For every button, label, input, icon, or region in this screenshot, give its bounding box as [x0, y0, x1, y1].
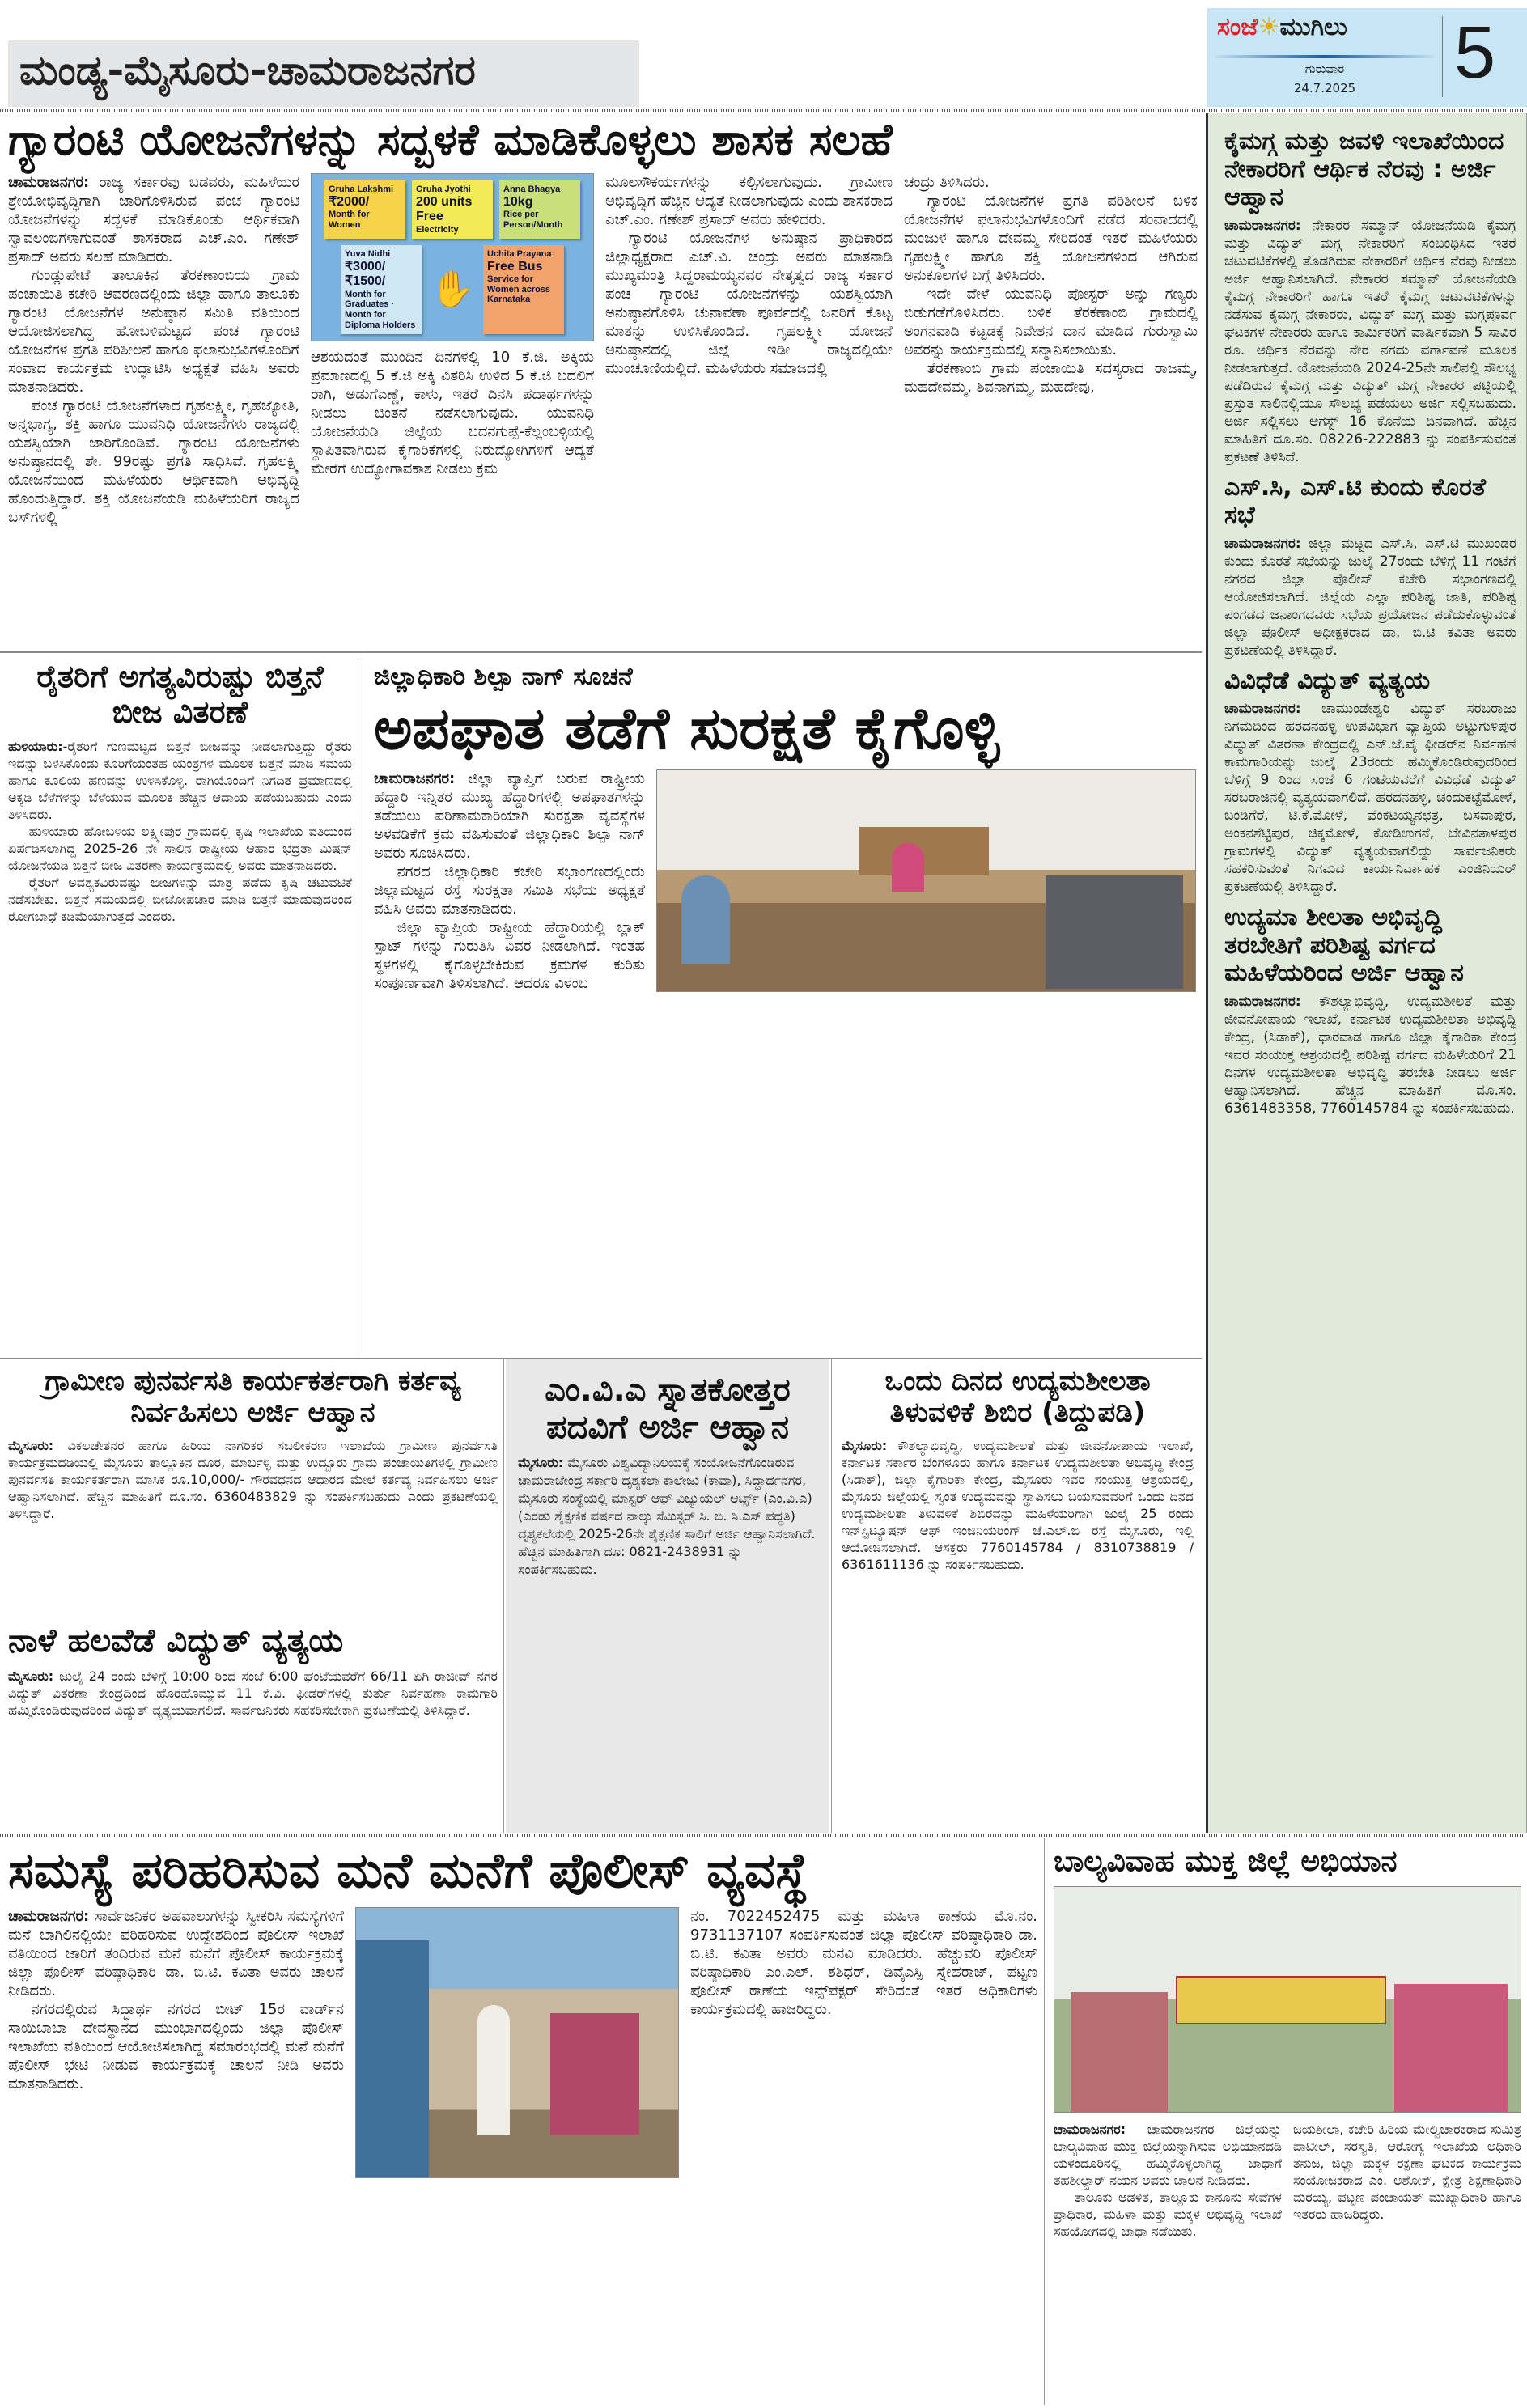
workshop-body [842, 1437, 1194, 1829]
paragraph: ವಿಕಲಚೇತನರ ಹಾಗೂ ಹಿರಿಯ ನಾಗರಿಕರ ಸಬಲೀಕರಣ ಇಲಾಖೆಯ ಗ್ರಾಮೀಣ ಪುನರ್ವಸತಿ ಕಾರ್ಯಕ್ರಮದಡಿಯಲ್ಲಿ ಮೈಸೂರು ತಾಲ್ಲೂಕಿನ ದೂರ, ಮಾರ್ಬಳ್ಳಿ ಮತ್ತು ಉದ್ಬೂರು ಗ್ರಾಮ ಪಂಚಾಯಿತಿಗಳಲ್ಲಿ ಗ್ರಾಮೀಣ ಪುನರ್ವಸತಿ ಕಾರ್ಯಕರ್ತರಾಗಿ ಮಾಸಿಕ ರೂ.10,000/- ಗೌರವಧನದ ಆಧಾರದ ಮೇಲೆ ಕರ್ತವ್ಯ ನಿರ್ವಹಿಸಲು ಅರ್ಜಿ ಆಹ್ವಾನಿಸಲಾಗಿದೆ. ಹೆಚ್ಚಿನ ಮಾಹಿತಿಗೆ ದೂ.ಸಂ. 6360483829 ನ್ನು ಸಂಪರ್ಕಿಸಬಹುದು ಎಂದು ಪ್ರಕಟಣೆಯಲ್ಲಿ ತಿಳಿಸಿದ್ದಾರೆ. [8, 1438, 498, 1522]
sidebar-story-body [1224, 993, 1516, 1117]
police-article [8, 1843, 1037, 2403]
rural-rehab-body [8, 1437, 498, 1617]
paragraph: ಜಿಲ್ಲಾ ಮಟ್ಟದ ಎಸ್.ಸಿ, ಎಸ್.ಟಿ ಮುಖಂಡರ ಕುಂದು ಕೊರತೆ ಸಭೆಯನ್ನು ಜುಲೈ 27ರಂದು ಬೆಳಿಗ್ಗೆ 11 ಗಂಟೆಗೆ ನಗರದ ಜಿಲ್ಲಾ ಪೊಲೀಸ್ ಕಚೇರಿ ಸಭಾಂಗಣದಲ್ಲಿ ಆಯೋಜಿಸಲಾಗಿದೆ. ಜಿಲ್ಲೆಯ ಎಲ್ಲಾ ಪರಿಶಿಷ್ಟ ಜಾತಿ, ಪರಿಶಿಷ್ಟ ಪಂಗಡದ ಜನಾಂಗದವರು ಸಭೆಯ ಪ್ರಯೋಜನ ಪಡೆದುಕೊಳ್ಳುವಂತೆ ಜಿಲ್ಲಾ ಪೊಲೀಸ್ ಅಧೀಕ್ಷಕರಾದ ಡಾ. ಬಿ.ಟಿ ಕವಿತಾ ಅವರು ಪ್ರಕಟಣೆಯಲ್ಲಿ ತಿಳಿಸಿದ್ದಾರೆ. [1224, 535, 1516, 659]
seeds-headline: ರೈತರಿಗೆ ಅಗತ್ಯವಿರುಷ್ಟು ಬಿತ್ತನೆ ಬೀಜ ವಿತರಣೆ [36, 659, 324, 730]
card-anna-bhagya: Anna Bhagya 10kg Rice per Person/Month [499, 180, 580, 239]
lead-columns [8, 173, 1198, 647]
paragraph: ನೇಕಾರರ ಸಮ್ಮಾನ್ ಯೋಜನೆಯಡಿ ಕೈಮಗ್ಗ ಮತ್ತು ವಿದ್ಯುತ್ ಮಗ್ಗ ನೇಕಾರರಿಗೆ ಸಂಬಂಧಿಸಿದ ಇತರೆ ಚಟುವಟಿಕೆಗಳಲ್ಲಿ ತೊಡಗಿರುವ ನೇಕಾರರಿಗೆ ಆರ್ಥಿಕ ನೆರವು ನೀಡಲು ಅರ್ಜಿ ಆಹ್ವಾನಿಸಲಾಗಿದೆ. ನೇಕಾರರ ಸಮ್ಮಾನ್ ಯೋಜನೆಯಡಿ ಕೈಮಗ್ಗ ನೇಕಾರರಿಗೆ ಹಾಗೂ ಇತರೆ ಕೈಮಗ್ಗ ಚಟುವಟಿಕೆಗಳನ್ನು ನಡೆಸುವ ಕೈಮಗ್ಗ ನೇಕಾರರು, ವಿದ್ಯುತ್ ಮಗ್ಗ ಮತ್ತು ಮಗ್ಗಪೂರ್ವ ಘಟಕಗಳ ನೇಕಾರರು ಹಾಗೂ ಕಾರ್ಮಿಕರಿಗೆ ವಾರ್ಷಿಕವಾಗಿ 5 ಸಾವಿರ ರೂ. ಆರ್ಥಿಕ ನೆರವನ್ನು ನೇರ ನಗದು ವರ್ಗಾವಣೆ ಮೂಲಕ ನೀಡಲಾಗುತ್ತದೆ. ಯೋಜನೆಯಡಿ 2024-25ನೇ ಸಾಲಿನಲ್ಲಿ ಸೌಲಭ್ಯ ಪಡೆದಿರುವ ಕೈಮಗ್ಗ ಮತ್ತು ವಿದ್ಯುತ್ ಮಗ್ಗ ನೇಕಾರರ ಪಟ್ಟಿಯಲ್ಲಿ ಪ್ರಸ್ತುತ ಸಾಲಿನಲ್ಲಿಯೂ ಸೌಲಭ್ಯ ಪಡೆಯಲು ಅರ್ಜಿ ಸಲ್ಲಿಸಬಹುದು. ಅರ್ಜಿ ಸಲ್ಲಿಸಲು ಆಗಸ್ಟ್ 16 ಕೊನೆಯ ದಿನವಾಗಿದೆ. ಹೆಚ್ಚಿನ ಮಾಹಿತಿಗೆ ದೂ.ಸಂ. 08226-222883 ನ್ನು ಸಂಪರ್ಕಿಸುವಂತೆ ಪ್ರಕಟಣೆ ತಿಳಿಸಿದೆ. [1224, 217, 1516, 465]
mva-body [518, 1454, 817, 1825]
paragraph: ಜಿಲ್ಲಾ ವ್ಯಾಪ್ತಿಯ ರಾಷ್ಟ್ರೀಯ ಹೆದ್ದಾರಿಯಲ್ಲಿ ಬ್ಲಾಕ್ ಸ್ಪಾಟ್ ಗಳನ್ನು ಗುರುತಿಸಿ ವಿವರ ನೀಡಲಾಗಿದೆ. ಇಂತಹ ಸ್ಥಳಗಳಲ್ಲಿ ಕೈಗೊಳ್ಳಬೇಕಿರುವ ಕ್ರಮಗಳ ಕುರಿತು ಸಂಪೂರ್ಣವಾಗಿ ತಿಳಿಸಲಾಗಿದೆ. ಆದರೂ ವಿಳಂಬ [374, 919, 645, 993]
dateline: ಚಾಮರಾಜನಗರ: [1224, 993, 1301, 1010]
sidebar-story-body [1224, 700, 1516, 896]
workshop-headline: ಒಂದು ದಿನದ ಉದ್ಯಮಶೀಲತಾ ತಿಳುವಳಿಕೆ ಶಿಬಿರ (ತಿದ್ದುಪಡಿ) [884, 1366, 1151, 1430]
paragraph: ಮೂಲಸೌಕರ್ಯಗಳನ್ನು ಕಲ್ಪಿಸಲಾಗುವುದು. ಗ್ರಾಮೀಣ ಅಭಿವೃದ್ಧಿಗೆ ಹೆಚ್ಚಿನ ಆದ್ಯತೆ ನೀಡಲಾಗುವುದು ಎಂದು ಶಾಸಕರಾದ ಎಚ್.ಎಂ. ಗಣೇಶ್ ಪ್ರಸಾದ್ ಅವರು ಹೇಳಿದರು. [605, 174, 893, 229]
paragraph: ಜಿಲ್ಲಾ ವ್ಯಾಪ್ತಿಗೆ ಬರುವ ರಾಷ್ಟ್ರೀಯ ಹೆದ್ದಾರಿ ಇನ್ನಿತರ ಮುಖ್ಯ ಹೆದ್ದಾರಿಗಳಲ್ಲಿ ಅಪಘಾತಗಳನ್ನು ತಡೆಯಲು ಪರಿಣಾಮಕಾರಿಯಾಗಿ ಸುರಕ್ಷತಾ ವ್ಯವಸ್ಥೆಗಳ ಅಳವಡಿಕೆಗೆ ಕ್ರಮ ವಹಿಸುವಂತೆ ಜಿಲ್ಲಾಧಿಕಾರಿ ಶಿಲ್ಪಾ ನಾಗ್ ಅವರು ಸೂಚಿಸಿದರು. [374, 770, 645, 863]
paragraph: ಜಯಶೀಲಾ, ಕಚೇರಿ ಹಿರಿಯ ಮೇಲ್ವಿಚಾರಕರಾದ ಸುಮಿತ್ರ ಪಾಟೀಲ್, ಸರಸ್ವತಿ, ಆರೋಗ್ಯ ಇಲಾಖೆಯ ಅಧಿಕಾರಿ ತನುಜ, ಜಿಲ್ಲಾ ಮಕ್ಕಳ ರಕ್ಷಣಾ ಘಟಕದ ಕಾರ್ಯಕ್ರಮ ಸಂಯೋಜಕರಾದ ಎಂ. ಅಶೋಕ್, ಕ್ಷೇತ್ರ ಶಿಕ್ಷಣಾಧಿಕಾರಿ ಮರಯ್ಯ, ಪಟ್ಟಣ ಪಂಚಾಯತ್ ಮುಖ್ಯಾಧಿಕಾರಿ ಹಾಗೂ ಇತರರು ಹಾಜರಿದ್ದರು. [1293, 2122, 1521, 2223]
section-title: ಮಂಡ್ಯ-ಮೈಸೂರು-ಚಾಮರಾಜನಗರ [8, 40, 639, 107]
lead-col3 [605, 173, 893, 647]
divider [503, 1359, 504, 1833]
accident-columns [374, 769, 1196, 1354]
page-number: 5 [1454, 11, 1496, 94]
people-group-shape [1046, 875, 1183, 989]
mva-article [518, 1371, 817, 1825]
logo-part1: ಸಂಜೆ [1217, 13, 1258, 41]
rural-rehab-article [8, 1366, 498, 1617]
lead-article [8, 115, 1198, 647]
table-shape [859, 827, 989, 875]
paragraph: -ರೈತರಿಗೆ ಗುಣಮಟ್ಟದ ಬಿತ್ತನೆ ಬೀಜವನ್ನು ನೀಡಲಾಗುತ್ತಿದ್ದು ರೈತರು ಇದನ್ನು ಬಳಸಿಕೊಂಡು ಕೂರಿಗೆಯಂತಹ ಯಂತ್ರಗಳ ಮೂಲಕ ಬಿತ್ತನೆ ಮಾಡಿ ಸಮಯ ಹಾಗೂ ಕೂಲಿಯ ಹಣವನ್ನು ಉಳಿಸಿಕೊಳ್ಳಿ. ರಾಗಿಯೊಂದಿಗೆ ನಿಗದಿತ ಪ್ರಮಾಣದಲ್ಲಿ ಅಕ್ಕಡಿ ಬೆಳೆಗಳನ್ನು ಬೆಳೆಯುವ ಮೂಲಕ ಹೆಚ್ಚಿನ ಆದಾಯ ಪಡೆಯಬಹುದು ಎಂದು ತಿಳಿಸಿದರು. [8, 739, 352, 823]
dateline: ಮೈಸೂರು: [8, 1438, 54, 1454]
lead-headline: ಗ್ಯಾರಂಟಿ ಯೋಜನೆಗಳನ್ನು ಸದ್ಬಳಕೆ ಮಾಡಿಕೊಳ್ಳಲು ಶಾಸಕ ಸಲಹೆ [8, 115, 893, 165]
paragraph: ಇದೇ ವೇಳೆ ಯುವನಿಧಿ ಪೋಸ್ಟರ್ ಅನ್ನು ಗಣ್ಯರು ಬಿಡುಗಡೆಗೊಳಿಸಿದರು. ಬಳಿಕ ತೆರಕಣಾಂಬಿ ಗ್ರಾಮದಲ್ಲಿ ಅಂಗನವಾಡಿ ಕಟ್ಟಡಕ್ಕೆ ನಿವೇಶನ ದಾನ ಮಾಡಿದ ಗುರುಸ್ವಾಮಿ ಅವರನ್ನು ಕಾರ್ಯಕ್ರಮದಲ್ಲಿ ಸನ್ಮಾನಿಸಲಾಯಿತು. [904, 286, 1198, 359]
door-to-door-police-photo [355, 1907, 679, 2178]
logo-part2: ಮುಗಿಲು [1279, 13, 1347, 41]
divider [831, 1359, 832, 1833]
lead-col1 [8, 173, 299, 647]
power-cut-body [8, 1668, 498, 1829]
divider [0, 651, 1202, 653]
paragraph: ಗ್ಯಾರಂಟಿ ಯೋಜನೆಗಳ ಅನುಷ್ಠಾನ ಪ್ರಾಧಿಕಾರದ ಜಿಲ್ಲಾಧ್ಯಕ್ಷರಾದ ಎಚ್.ವಿ. ಚಂದ್ರು ಅವರು ಮಾತನಾಡಿ ಮುಖ್ಯಮಂತ್ರಿ ಸಿದ್ದರಾಮಯ್ಯನವರ ನೇತೃತ್ವದ ರಾಜ್ಯ ಸರ್ಕಾರ ಪಂಚ ಗ್ಯಾರಂಟಿ ಯೋಜನೆಗಳನ್ನು ಯಶಸ್ವಿಯಾಗಿ ಅನುಷ್ಠಾನಗೊಳಿಸಿ ಚುನಾವಣಾ ಪೂರ್ವದಲ್ಲಿ ಜನರಿಗೆ ಕೊಟ್ಟ ಮಾತನ್ನು ಉಳಿಸಿಕೊಂಡಿದೆ. ಗೃಹಲಕ್ಷ್ಮೀ ಯೋಜನೆ ಅನುಷ್ಠಾನದಲ್ಲಿ ಜಿಲ್ಲೆ ಇಡೀ ರಾಜ್ಯದಲ್ಲಿಯೇ ಮುಂಚೂಣಿಯಲ್ಲಿದೆ. ಮಹಿಳೆಯರು ಸಮಾಜದಲ್ಲಿ [605, 230, 893, 378]
newspaper-logo [1217, 13, 1347, 41]
child-marriage-col2 [1293, 2121, 1521, 2403]
paragraph: ಮೈಸೂರು ವಿಶ್ವವಿದ್ಯಾನಿಲಯಕ್ಕೆ ಸಂಯೋಜನೆಗೊಂಡಿರುವ ಚಾಮರಾಜೇಂದ್ರ ಸರ್ಕಾರಿ ದೃಶ್ಯಕಲಾ ಕಾಲೇಜು (ಕಾವಾ), ಸಿದ್ಧಾರ್ಥನಗರ, ಮೈಸೂರು ಸಂಸ್ಥೆಯಲ್ಲಿ ಮಾಸ್ಟರ್ ಆಫ್ ವಿಜ್ಯುಯಲ್ ಆರ್ಟ್ಸ್ (ಎಂ.ವಿ.ಎ) (ಎರಡು ಶೈಕ್ಷಣಿಕ ವರ್ಷದ ನಾಲ್ಕು ಸೆಮಿಸ್ಟರ್ ಸಿ. ಬಿ. ಸಿ.ಎಸ್ ಪದ್ಧತಿ) ದೃಶ್ಯಕಲೆಯಲ್ಲಿ 2025-26ನೇ ಶೈಕ್ಷಣಿಕ ಸಾಲಿಗೆ ಅರ್ಜಿ ಆಹ್ವಾನಿಸಲಾಗಿದೆ. ಹೆಚ್ಚಿನ ಮಾಹಿತಿಗಾಗಿ ದೂ: 0821-2438931 ನ್ನು ಸಂಪರ್ಕಿಸಬಹುದು. [518, 1455, 816, 1577]
meeting-photo [656, 769, 1196, 992]
right-sidebar [1206, 113, 1527, 1833]
police-headline: ಸಮಸ್ಯೆ ಪರಿಹರಿಸುವ ಮನೆ ಮನೆಗೆ ಪೊಲೀಸ್ ವ್ಯವಸ್ಥೆ [8, 1843, 808, 1899]
people-group-shape [1071, 1992, 1168, 2113]
people-group-shape [1394, 1984, 1508, 2113]
paragraph: ಹುಳಿಯಾರು ಹೋಬಳಿಯ ಲಕ್ಷ್ಮೀಪುರ ಗ್ರಾಮದಲ್ಲಿ ಕೃಷಿ ಇಲಾಖೆಯ ವತಿಯಿಂದ ಏರ್ಪಡಿಸಲಾಗಿದ್ದ 2025-26 ನೇ ಸಾಲಿನ ರಾಷ್ಟ್ರೀಯ ಆಹಾರ ಭದ್ರತಾ ಮಿಷನ್ ಯೋಜನೆಯಡಿ ಬಿತ್ತನೆ ಬೀಜ ವಿತರಣಾ ಕಾರ್ಯಕ್ರಮದಲ್ಲಿ ಅವರು ಮಾತನಾಡಿದರು. [8, 824, 352, 874]
house-wall-shape [356, 1940, 429, 2178]
paragraph: ಜುಲೈ 24 ರಂದು ಬೆಳಿಗ್ಗೆ 10:00 ರಿಂದ ಸಂಜೆ 6:00 ಘಂಟೆಯವರೆಗೆ 66/11 ಏಗಿ ರಾಜೀವ್ ನಗರ ವಿದ್ಯುತ್ ವಿತರಣಾ ಕೇಂದ್ರದಿಂದ ಹೊರಹೊಮ್ಮುವ 11 ಕೆ.ವಿ. ಫೀಡರ್‌ಗಳಲ್ಲಿ ತುರ್ತು ನಿರ್ವಹಣಾ ಕಾಮಗಾರಿ ಹಮ್ಮಿಕೊಂಡಿರುವುದರಿಂದ ವಿದ್ಯುತ್ ವ್ಯತ್ಯಯವಾಗಲಿದೆ. ಸಾರ್ವಜನಿಕರು ಸಹಕರಿಸಬೇಕಾಗಿ ಪ್ರಕಟಣೆಯಲ್ಲಿ ತಿಳಿಸಿದ್ದಾರೆ. [8, 1668, 498, 1718]
card-yuva-nidhi: Yuva Nidhi ₹3000/ ₹1500/ Month for Graduates · Month for Diploma Holders [341, 245, 422, 334]
dateline: ಮೈಸೂರು: [8, 1668, 54, 1684]
seeds-body [8, 738, 352, 1354]
dateline: ಚಾಮರಾಜನಗರ: [1224, 217, 1301, 234]
accident-article [374, 663, 1196, 1354]
paragraph: ಚಂದ್ರು ತಿಳಿಸಿದರು. [904, 174, 990, 192]
paragraph: ನಂ. 7022452475 ಮತ್ತು ಮಹಿಳಾ ಠಾಣೆಯ ಮೊ.ನಂ. 9731137107 ಸಂಪರ್ಕಿಸುವಂತೆ ಜಿಲ್ಲಾ ಪೊಲೀಸ್ ವರಿಷ್ಠಾಧಿಕಾರಿ ಡಾ. ಬಿ.ಟಿ. ಕವಿತಾ ಅವರು ಮನವಿ ಮಾಡಿದರು. ಹೆಚ್ಚುವರಿ ಪೊಲೀಸ್ ವರಿಷ್ಠಾಧಿಕಾರಿ ಎಂ.ಎಲ್. ಶಶಿಧರ್, ಡಿವೈಎಸ್ಪಿ ಸ್ನೇಹರಾಜ್, ಪಟ್ಟಣ ಪೊಲೀಸ್ ಠಾಣೆಯ ಇನ್ಸ್‌ಪೆಕ್ಟರ್ ಸೇರಿದಂತೆ ಇತರೆ ಅಧಿಕಾರಿಗಳು ಕಾರ್ಯಕ್ರಮದಲ್ಲಿ ಹಾಜರಿದ್ದರು. [690, 1908, 1037, 2018]
mva-headline: ಎಂ.ವಿ.ಎ ಸ್ನಾತಕೋತ್ತರ ಪದವಿಗೆ ಅರ್ಜಿ ಆಹ್ವಾನ [545, 1371, 791, 1446]
dateline: ಚಾಮರಾಜನಗರ: [374, 770, 456, 788]
seeds-article [8, 659, 352, 1354]
paragraph: ಕೌಶಲ್ಯಾಭಿವೃದ್ಧಿ, ಉದ್ಯಮಶೀಲತೆ ಮತ್ತು ಜೀವನೋಪಾಯ ಇಲಾಖೆ, ಕರ್ನಾಟಕ ಉದ್ಯಮಶೀಲತಾ ಅಭಿವೃದ್ಧಿ ಕೇಂದ್ರ, (ಸಿಡಾಕ್), ಧಾರವಾಡ ಹಾಗೂ ಜಿಲ್ಲಾ ಕೈಗಾರಿಕಾ ಕೇಂದ್ರ ಇವರ ಸಂಯುಕ್ತ ಆಶ್ರಯದಲ್ಲಿ ಪರಿಶಿಷ್ಟ ವರ್ಗದ ಮಹಿಳೆಯರಿಗೆ 21 ದಿನಗಳ ಉದ್ಯಮಶೀಲತಾ ಅಭಿವೃದ್ಧಿ ತರಬೇತಿ ನೀಡಲು ಅರ್ಜಿ ಆಹ್ವಾನಿಸಲಾಗಿದೆ. ಹೆಚ್ಚಿನ ಮಾಹಿತಿಗೆ ಮೊ.ಸಂ. 6361483358, 7760145784 ನ್ನು ಸಂಪರ್ಕಿಸಬಹುದು. [1224, 993, 1516, 1117]
paragraph: ತಾಲೂಕು ಆಡಳಿತ, ತಾಲ್ಲೂಕು ಕಾನೂನು ಸೇವೆಗಳ ಪ್ರಾಧಿಕಾರ, ಮಹಿಳಾ ಮತ್ತು ಮಕ್ಕಳ ಅಭಿವೃದ್ಧಿ ಇಲಾಖೆ ಸಹಯೋಗದಲ್ಲಿ ಜಾಥಾ ನಡೆಯಿತು. [1054, 2190, 1282, 2240]
paragraph: ಚಾಮುಂಡೇಶ್ವರಿ ವಿದ್ಯುತ್ ಸರಬರಾಜು ನಿಗಮದಿಂದ ಹರದನಹಳ್ಳಿ ಉಪವಿಭಾಗ ವ್ಯಾಪ್ತಿಯ ಅಟ್ಟುಗುಳಿಪುರ ವಿದ್ಯುತ್ ವಿತರಣಾ ಕೇಂದ್ರದಲ್ಲಿ ಎನ್.ಜೆ.ವೈ ಫೀಡರ್‌ನ ನಿರ್ವಹಣೆ ಕಾಮಗಾರಿಯನ್ನು ಜುಲೈ 23ರಂದು ಹಮ್ಮಿಕೊಂಡಿರುವುದರಿಂದ ಬೆಳಿಗ್ಗೆ 9 ರಿಂದ ಸಂಜೆ 6 ಗಂಟೆಯವರೆಗೆ ವಿವಿಧೆಡೆ ವಿದ್ಯುತ್ ಸರಬರಾಜಿನಲ್ಲಿ ವ್ಯತ್ಯಯವಾಗಲಿದೆ. ಹರದನಹಳ್ಳಿ, ಚಂದುಕಟ್ಟೆಮೋಳೆ, ಬಂಡಿಗೆರೆ, ಟಿ.ಕೆ.ಮೋಳೆ, ವೆಂಕಟಯ್ಯನಛತ್ರ, ಬಸವಾಪುರ, ಅಂಕನಶೆಟ್ಟಿಪುರ, ಚಿಕ್ಕಮೋಳೆ, ಕೋಡಿಉಗನೆ, ಬೇವಿನತಾಳಪುರ ಗ್ರಾಮಗಳಲ್ಲಿ ವಿದ್ಯುತ್ ವ್ಯತ್ಯಯವಾಗಲಿದ್ದು ಸಾರ್ವಜನಿಕರು ಸಹಕರಿಸುವಂತೆ ನಿಗಮದ ಕಾರ್ಯನಿರ್ವಾಹಕ ಎಂಜಿನಿಯರ್ ಪ್ರಕಟಣೆಯಲ್ಲಿ ತಿಳಿಸಿದ್ದಾರೆ. [1224, 701, 1516, 895]
issue-date: 24.7.2025 [1293, 81, 1356, 95]
sun-icon: ☀ [1258, 13, 1280, 41]
dateline: ಮೈಸೂರು: [842, 1438, 888, 1454]
masthead-logo-box [1207, 8, 1527, 107]
power-cut-article [8, 1622, 498, 1829]
sidebar-headline: ಎಸ್.ಸಿ, ಎಸ್.ಟಿ ಕುಂದು ಕೊರತೆ ಸಭೆ [1224, 473, 1486, 529]
police-col3 [690, 1907, 1037, 2403]
paragraph: ಗ್ಯಾರಂಟಿ ಯೋಜನೆಗಳ ಪ್ರಗತಿ ಪರಿಶೀಲನೆ ಬಳಿಕ ಯೋಜನೆಗಳ ಫಲಾನುಭವಿಗಳೊಂದಿಗೆ ನಡೆದ ಸಂವಾದದಲ್ಲಿ ಮಂಜುಳ ಹಾಗೂ ದೇವಮ್ಮ ಸೇರಿದಂತೆ ಇತರೆ ಮಹಿಳೆಯರು ಗೃಹಲಕ್ಷ್ಮೀ ಹಾಗೂ ಶಕ್ತಿ ಯೋಜನೆಗಳಿಂದ ಆಗಿರುವ ಅನುಕೂಲಗಳ ಬಗ್ಗೆ ತಿಳಿಸಿದರು. [904, 193, 1198, 285]
child-marriage-col1 [1054, 2121, 1282, 2403]
sidebar-story-body [1224, 217, 1516, 466]
divider [1044, 1838, 1045, 2405]
police-col2-wrap [355, 1907, 679, 2403]
card-uchita-prayana: Uchita Prayana Free Bus Service for Women across Karnataka [483, 245, 564, 334]
awareness-rally-photo [1054, 1886, 1521, 2113]
dateline: ಚಾಮರಾಜನಗರ: [1224, 701, 1301, 717]
divider [1442, 16, 1443, 97]
paragraph: ನಗರದ ಜಿಲ್ಲಾಧಿಕಾರಿ ಕಚೇರಿ ಸಭಾಂಗಣದಲ್ಲಿಂದು ಜಿಲ್ಲಾಮಟ್ಟದ ರಸ್ತೆ ಸುರಕ್ಷತಾ ಸಮಿತಿ ಸಭೆಯ ಅಧ್ಯಕ್ಷತೆ ವಹಿಸಿ ಅವರು ಮಾತನಾಡಿದರು. [374, 863, 645, 918]
dateline: ಚಾಮರಾಜನಗರ: [8, 174, 90, 192]
lead-col2-wrap [311, 173, 594, 647]
police-columns [8, 1907, 1037, 2403]
workshop-article [842, 1366, 1194, 1829]
paragraph: ಗುಂಡ್ಲುಪೇಟೆ ತಾಲೂಕಿನ ತೆರಕಣಾಂಬಿಯ ಗ್ರಾಮ ಪಂಚಾಯಿತಿ ಕಚೇರಿ ಆವರಣದಲ್ಲಿಂದು ಜಿಲ್ಲಾ ಹಾಗೂ ತಾಲೂಕು ಗ್ಯಾರಂಟಿ ಯೋಜನೆಗಳ ಅನುಷ್ಠಾನ ಸಮಿತಿ ವತಿಯಿಂದ ಆಯೋಜಿಸಲಾಗಿದ್ದ ಹೋಬಳಿಮಟ್ಟದ ಪಂಚ ಗ್ಯಾರಂಟಿ ಯೋಜನೆಗಳ ಪ್ರಗತಿ ಪರಿಶೀಲನೆ ಹಾಗೂ ಫಲಾನುಭವಿಗಳೊಂದಿಗೆ ಸಂವಾದ ಕಾರ್ಯಕ್ರಮ ಉದ್ಘಾಟಿಸಿ ಅಧ್ಯಕ್ಷತೆ ವಹಿಸಿ ಅವರು ಮಾತನಾಡಿದರು. [8, 267, 299, 396]
paragraph: ತೆರಕಣಾಂಬಿ ಗ್ರಾಮ ಪಂಚಾಯಿತಿ ಸದಸ್ಯರಾದ ರಾಜಮ್ಮ, ಮಹದೇವಮ್ಮ, ಶಿವನಾಗಮ್ಮ, ಮಹದೇವು, [904, 360, 1198, 396]
paragraph: ರೈತರಿಗೆ ಅವಶ್ಯಕವಿರುವಷ್ಟು ಬೀಜಗಳನ್ನು ಮಾತ್ರ ಪಡೆದು ಕೃಷಿ ಚಟುವಟಿಕೆ ನಡೆಸಬೇಕು. ಬಿತ್ತನೆ ಸಮಯದಲ್ಲಿ ಬೀಜೋಪಚಾರ ಮಾಡಿ ಬಿತ್ತನೆ ಮಾಡುವುದರಿಂದ ರೋಗಬಾಧೆ ಕಡಿಮೆಯಾಗುತ್ತದೆ ಎಂದರು. [8, 875, 352, 925]
lead-col2 [311, 348, 594, 647]
card-gruha-lakshmi: Gruha Lakshmi ₹2000/ Month for Women [324, 180, 405, 239]
paragraph: ಪಂಚ ಗ್ಯಾರಂಟಿ ಯೋಜನೆಗಳಾದ ಗೃಹಲಕ್ಷ್ಮೀ, ಗೃಹಜ್ಯೋತಿ, ಅನ್ನಭಾಗ್ಯ, ಶಕ್ತಿ ಹಾಗೂ ಯುವನಿಧಿ ಯೋಜನೆಗಳು ರಾಜ್ಯದಲ್ಲಿ ಯಶಸ್ವಿಯಾಗಿ ಜಾರಿಗೊಂಡಿವೆ. ಗ್ಯಾರಂಟಿ ಯೋಜನೆಗಳು ಅನುಷ್ಠಾನದಲ್ಲಿ ಶೇ. 99ರಷ್ಟು ಪ್ರಗತಿ ಸಾಧಿಸಿವೆ. ಗೃಹಲಕ್ಷ್ಮಿ ಯೋಜನೆಯಿಂದ ಮಹಿಳೆಯರು ಆರ್ಥಿಕವಾಗಿ ಅಭಿವೃದ್ಧಿ ಹೊಂದುತ್ತಿದ್ದಾರೆ. ಶಕ್ತಿ ಯೋಜನೆಯಡಿ ಮಹಿಳೆಯರಿಗೆ ರಾಜ್ಯದ ಬಸ್‌ಗಳಲ್ಲಿ [8, 397, 299, 527]
guarantee-schemes-graphic [311, 173, 594, 341]
police-col2 [355, 2178, 679, 2403]
accident-headline: ಅಪಘಾತ ತಡೆಗೆ ಸುರಕ್ಷತೆ ಕೈಗೊಳ್ಳಿ [374, 693, 1000, 762]
child-marriage-headline: ಬಾಲ್ಯವಿವಾಹ ಮುಕ್ತ ಜಿಲ್ಲೆ ಅಭಿಯಾನ [1054, 1845, 1398, 1878]
sidebar-headline: ಉದ್ಯಮಾ ಶೀಲತಾ ಅಭಿವೃದ್ಧಿ ತರಬೇತಿಗೆ ಪರಿಶಿಷ್ಟ ವರ್ಗದ ಮಹಿಳೆಯರಿಂದ ಅರ್ಜಿ ಆಹ್ವಾನ [1224, 903, 1464, 987]
paragraph: ಆಶಯದಂತೆ ಮುಂದಿನ ದಿನಗಳಲ್ಲಿ 10 ಕೆ.ಜಿ. ಅಕ್ಕಿಯ ಪ್ರಮಾಣದಲ್ಲಿ 5 ಕೆ.ಜಿ ಅಕ್ಕಿ ವಿತರಿಸಿ ಉಳಿದ 5 ಕೆ.ಜಿ ಬದಲಿಗೆ ರಾಗಿ, ಅಡುಗೆಎಣ್ಣೆ, ಕಾಳು, ಇತರೆ ದಿನಸಿ ಪದಾರ್ಥಗಳನ್ನು ನೀಡಲು ಚಿಂತನೆ ನಡೆಸಲಾಗುವುದು. ಯುವನಿಧಿ ಯೋಜನೆಯಡಿ ಜಿಲ್ಲೆಯ ಬದನಗುಪ್ಪೆ-ಕೆಲ್ಲಂಬಳ್ಳಿಯಲ್ಲಿ ಸ್ಥಾಪಿತವಾಗಿರುವ ಕೈಗಾರಿಕೆಗಳಲ್ಲಿ ನಿರುದ್ಯೋಗಿಗಳಿಗೆ ಆದ್ಯತೆ ಮೇರೆಗೆ ಉದ್ಯೋಗಾವಕಾಶ ನೀಡಲು ಕ್ರಮ [311, 349, 594, 478]
issue-day: ಗುರುವಾರ [1304, 61, 1345, 76]
paragraph: ಕೌಶಲ್ಯಾಭಿವೃದ್ಧಿ, ಉದ್ಯಮಶೀಲತೆ ಮತ್ತು ಜೀವನೋಪಾಯ ಇಲಾಖೆ, ಕರ್ನಾಟಕ ಸರ್ಕಾರ ಬೆಂಗಳೂರು ಹಾಗೂ ಕರ್ನಾಟಕ ಉದ್ಯಮಶೀಲತಾ ಅಭಿವೃದ್ಧಿ ಕೇಂದ್ರ (ಸಿಡಾಕ್), ಜಿಲ್ಲಾ ಕೈಗಾರಿಕಾ ಕೇಂದ್ರ, ಮೈಸೂರು ಇವರ ಸಂಯುಕ್ತ ಆಶ್ರಯದಲ್ಲಿ, ಮೈಸೂರು ಜಿಲ್ಲೆಯಲ್ಲಿ ಸ್ವಂತ ಉದ್ಯಮವನ್ನು ಸ್ಥಾಪಿಸಲು ಬಯಸುವವರಿಗೆ ಒಂದು ದಿನದ ಉದ್ಯಮಶೀಲತಾ ತಿಳುವಳಿಕೆ ಶಿಬಿರವನ್ನು ಮಹಿಳೆಯರಿಗಾಗಿ ಜುಲೈ 25 ರಂದು ಇನ್‌ಸ್ಟಿಟ್ಯೂಷನ್ ಆಫ್ ಇಂಜಿನಿಯರಿಂಗ್ ಜೆ.ಎಲ್.ಬಿ ರಸ್ತೆ ಮೈಸೂರು, ಇಲ್ಲಿ ಆಯೋಜಿಸಲಾಗಿದೆ. ಆಸಕ್ತರು 7760145784 / 8310738819 / 6361611136 ನ್ನು ಸಂಪರ್ಕಿಸಬಹುದು. [842, 1438, 1194, 1573]
power-cut-headline: ನಾಳೆ ಹಲವೆಡೆ ವಿದ್ಯುತ್ ವ್ಯತ್ಯಯ [8, 1622, 344, 1660]
police-col1 [8, 1907, 344, 2403]
hand-symbol-icon: ✋ [430, 269, 475, 311]
logo-underline [1215, 55, 1434, 58]
dateline: ಚಾಮರಾಜನಗರ: [1224, 535, 1301, 552]
paragraph: ಚಾಮರಾಜನಗರ ಜಿಲ್ಲೆಯನ್ನು ಬಾಲ್ಯವಿವಾಹ ಮುಕ್ತ ಜಿಲ್ಲೆಯನ್ನಾಗಿಸುವ ಅಭಿಯಾನದಡಿ ಯಳಂದೂರಿನಲ್ಲಿ ಹಮ್ಮಿಕೊಳ್ಳಲಾಗಿದ್ದ ಜಾಥಾಗೆ ತಹಶೀಲ್ದಾರ್ ನಯನ ಅವರು ಚಾಲನೆ ನೀಡಿದರು. [1054, 2122, 1282, 2189]
sidebar-headline: ವಿವಿಧೆಡೆ ವಿದ್ಯುತ್ ವ್ಯತ್ಯಯ [1224, 666, 1431, 695]
sidebar-headline: ಕೈಮಗ್ಗ ಮತ್ತು ಜವಳಿ ಇಲಾಖೆಯಿಂದ ನೇಕಾರರಿಗೆ ಆರ್ಥಿಕ ನೆರವು : ಅರ್ಜಿ ಆಹ್ವಾನ [1224, 127, 1504, 211]
paragraph: ನಗರದಲ್ಲಿರುವ ಸಿದ್ಧಾರ್ಥ ನಗರದ ಬೀಟ್ 15ರ ವಾರ್ಡ್‌ನ ಸಾಯಿಬಾಬಾ ದೇವಸ್ಥಾನದ ಮುಂಭಾಗದಲ್ಲಿಂದು ಜಿಲ್ಲಾ ಪೊಲೀಸ್ ಇಲಾಖೆಯ ವತಿಯಿಂದ ಆಯೋಜಿಸಲಾಗಿದ್ದ ಸಮಾರಂಭದಲ್ಲಿ ಮನೆ ಮನೆಗೆ ಪೊಲೀಸ್ ಭೇಟಿ ನೀಡುವ ಕಾರ್ಯಕ್ರಮಕ್ಕೆ ಚಾಲನೆ ನೀಡಿ ಅವರು ಮಾತನಾಡಿದರು. [8, 2001, 344, 2092]
dateline: ಹುಳಿಯಾರು: [8, 739, 63, 755]
banner-shape [1176, 1976, 1386, 2024]
accident-col1 [374, 769, 645, 1354]
card-gruha-jyothi: Gruha Jyothi 200 units Free Electricity [412, 180, 493, 239]
sidebar-story-body [1224, 535, 1516, 659]
paragraph: ರಾಜ್ಯ ಸರ್ಕಾರವು ಬಡವರು, ಮಹಿಳೆಯರ ಶ್ರೇಯೋಭಿವೃದ್ಧಿಗಾಗಿ ಜಾರಿಗೊಳಿಸಿರುವ ಪಂಚ ಗ್ಯಾರಂಟಿ ಯೋಜನೆಗಳನ್ನು ಸದ್ಬಳಕೆ ಮಾಡಿಕೊಂಡು ಆರ್ಥಿಕವಾಗಿ ಸ್ವಾವಲಂಬಿಗಳಾಗುವಂತೆ ಶಾಸಕರಾದ ಎಚ್.ಎಂ. ಗಣೇಶ್ ಪ್ರಸಾದ್ ಅವರು ಸಲಹೆ ಮಾಡಿದರು. [8, 174, 299, 266]
section-rule [0, 1834, 1527, 1837]
dateline: ಚಾಮರಾಜನಗರ: [1054, 2122, 1126, 2138]
paragraph: ಸಾರ್ವಜನಿಕರ ಅಹವಾಲುಗಳನ್ನು ಸ್ವೀಕರಿಸಿ ಸಮಸ್ಯೆಗಳಿಗೆ ಮನೆ ಬಾಗಿಲಿನಲ್ಲಿಯೇ ಪರಿಹರಿಸುವ ಉದ್ದೇಶದಿಂದ ಪೊಲೀಸ್ ಇಲಾಖೆ ವತಿಯಿಂದ ಜಾರಿಗೆ ತಂದಿರುವ ಮನೆ ಮನೆಗೆ ಪೊಲೀಸ್ ಕಾರ್ಯಕ್ರಮಕ್ಕೆ ಜಿಲ್ಲಾ ಪೊಲೀಸ್ ವರಿಷ್ಠಾಧಿಕಾರಿ ಡಾ. ಬಿ.ಟಿ. ಕವಿತಾ ಅವರು ಚಾಲನೆ ನೀಡಿದರು. [8, 1908, 344, 1999]
child-marriage-columns [1054, 2121, 1521, 2403]
masthead-rule [0, 109, 1527, 112]
officer-shape [477, 2005, 510, 2135]
lead-col4 [904, 173, 1198, 647]
person-shape [681, 875, 730, 964]
dateline: ಚಾಮರಾಜನಗರ: [8, 1908, 90, 1925]
rural-rehab-headline: ಗ್ರಾಮೀಣ ಪುನರ್ವಸತಿ ಕಾರ್ಯಕರ್ತರಾಗಿ ಕರ್ತವ್ಯ ನಿರ್ವಹಿಸಲು ಅರ್ಜಿ ಆಹ್ವಾನ [45, 1366, 461, 1430]
dateline: ಮೈಸೂರು: [518, 1455, 564, 1470]
people-group-shape [550, 2013, 639, 2135]
person-shape [892, 843, 924, 892]
accident-kicker: ಜಿಲ್ಲಾಧಿಕಾರಿ ಶಿಲ್ಪಾ ನಾಗ್ ಸೂಚನೆ [374, 663, 633, 691]
child-marriage-article [1054, 1845, 1521, 2403]
